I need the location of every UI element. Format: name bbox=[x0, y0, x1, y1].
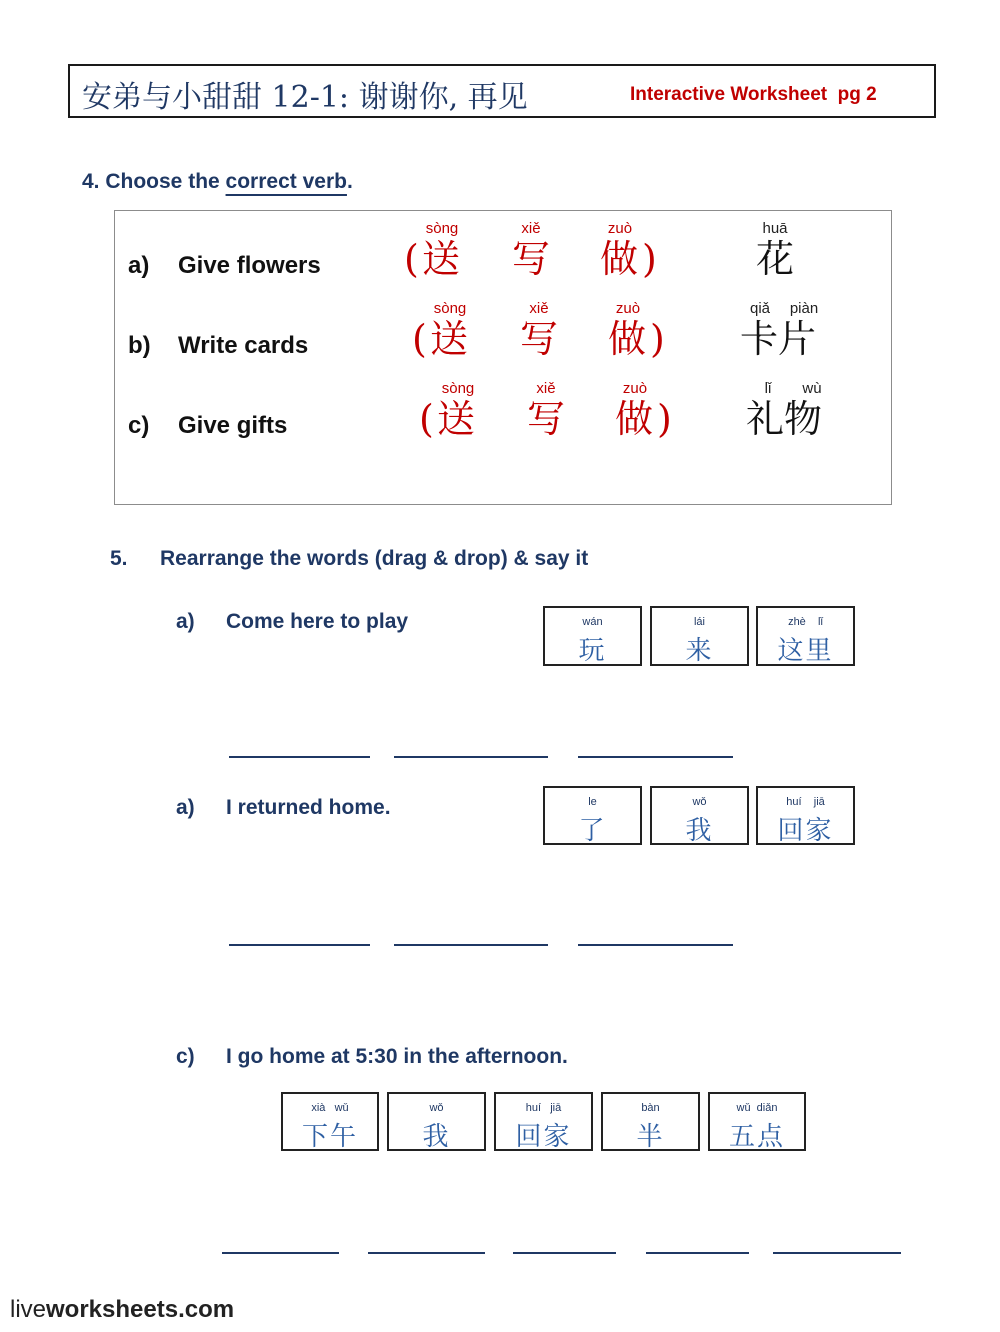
tile-pinyin: wǔ diǎn bbox=[736, 1102, 778, 1114]
word-tile[interactable] bbox=[708, 1092, 806, 1151]
q5-item-b-letter: a) bbox=[176, 796, 195, 819]
q4-row-c-close-paren: ) bbox=[657, 397, 672, 441]
q5-prompt: Rearrange the words (drag & drop) & say it bbox=[160, 547, 589, 570]
word-tile[interactable] bbox=[650, 786, 749, 845]
q4-row-c-verb2-pinyin: xiě bbox=[536, 380, 556, 397]
word-tile[interactable] bbox=[756, 606, 855, 666]
q5-item-a-letter: a) bbox=[176, 610, 195, 633]
tile-pinyin: bàn bbox=[641, 1102, 660, 1114]
q4-number: 4. bbox=[82, 170, 100, 193]
tile-hanzi: 了 bbox=[578, 816, 607, 846]
tile-pinyin: huí jiā bbox=[525, 1102, 562, 1114]
tile-pinyin: wǒ bbox=[429, 1102, 444, 1114]
liveworksheets-logo[interactable] bbox=[10, 1296, 234, 1324]
q4-row-b-english: Write cards bbox=[178, 332, 309, 359]
tile-hanzi: 这里 bbox=[777, 636, 834, 666]
q4-row-b-verb1[interactable]: 送 bbox=[430, 317, 469, 361]
q4-row-c-verb3-pinyin: zuò bbox=[622, 380, 648, 397]
q4-row-a-object-pinyin: huā bbox=[762, 220, 788, 237]
logo-worksheets: worksheets bbox=[46, 1296, 179, 1323]
q4-row-c-verb1[interactable]: 送 bbox=[437, 397, 476, 441]
drop-slot[interactable] bbox=[229, 756, 370, 758]
drop-slot[interactable] bbox=[513, 1252, 616, 1254]
q4-row-b-close-paren: ) bbox=[650, 317, 665, 361]
drop-slot[interactable] bbox=[222, 1252, 339, 1254]
drop-slot[interactable] bbox=[229, 944, 370, 946]
q4-row-c-verb1-pinyin: sòng bbox=[441, 380, 475, 397]
q4-row-a-object: 花 bbox=[756, 237, 795, 281]
tile-hanzi: 半 bbox=[636, 1122, 665, 1152]
tile-hanzi: 回家 bbox=[777, 816, 834, 846]
q4-row-b-verb1-pinyin: sòng bbox=[433, 300, 467, 317]
logo-tld: .com bbox=[178, 1296, 235, 1323]
tile-pinyin: wǒ bbox=[692, 796, 707, 808]
drop-slot[interactable] bbox=[394, 944, 548, 946]
tile-pinyin: lái bbox=[693, 616, 705, 628]
q4-row-a-open-paren: ( bbox=[404, 237, 419, 281]
q4-row-b-verb3[interactable]: 做 bbox=[608, 317, 647, 361]
q4-row-b-verb3-pinyin: zuò bbox=[615, 300, 641, 317]
page-subtitle: Interactive Worksheet pg 2 bbox=[630, 84, 877, 105]
q4-row-a-verb1-pinyin: sòng bbox=[425, 220, 459, 237]
q4-row-b-object: 卡片 bbox=[740, 317, 817, 361]
drop-slot[interactable] bbox=[578, 756, 733, 758]
word-tile[interactable] bbox=[387, 1092, 486, 1151]
q4-prompt-before: Choose the bbox=[105, 170, 220, 193]
q4-row-c-object-pinyin-1: lǐ bbox=[764, 380, 772, 397]
logo-live: live bbox=[10, 1296, 47, 1323]
q4-row-a-verb1[interactable]: 送 bbox=[422, 237, 461, 281]
q4-row-c-english: Give gifts bbox=[178, 412, 288, 439]
q4-row-c-open-paren: ( bbox=[419, 397, 434, 441]
word-tile[interactable] bbox=[756, 786, 855, 845]
word-tile[interactable] bbox=[601, 1092, 700, 1151]
q4-row-c-verb2[interactable]: 写 bbox=[527, 397, 566, 441]
tile-hanzi: 五点 bbox=[728, 1122, 785, 1152]
tile-pinyin: zhè lǐ bbox=[788, 616, 823, 628]
word-tile[interactable] bbox=[650, 606, 749, 666]
page-title: 安弟与小甜甜 12-1: 谢谢你, 再见 bbox=[82, 80, 528, 115]
q4-row-a-verb2-pinyin: xiě bbox=[521, 220, 541, 237]
tile-hanzi: 下午 bbox=[301, 1122, 358, 1152]
q4-row-b-verb2-pinyin: xiě bbox=[529, 300, 549, 317]
q4-row-b-object-pinyin-1: qiǎ bbox=[749, 300, 771, 317]
drop-slot[interactable] bbox=[578, 944, 733, 946]
q4-row-b-verb2[interactable]: 写 bbox=[520, 317, 559, 361]
q4-row-c-verb3[interactable]: 做 bbox=[615, 397, 654, 441]
q4-prompt-underlined: correct verb bbox=[225, 170, 347, 193]
word-tile[interactable] bbox=[494, 1092, 593, 1151]
q4-row-a-verb3[interactable]: 做 bbox=[600, 237, 639, 281]
q5-item-a-english: Come here to play bbox=[226, 610, 409, 633]
q4-row-c-object-pinyin-2: wù bbox=[802, 380, 822, 397]
tile-hanzi: 我 bbox=[685, 816, 714, 846]
q4-row-a-letter: a) bbox=[128, 252, 150, 279]
drop-slot[interactable] bbox=[368, 1252, 485, 1254]
q5-number: 5. bbox=[110, 547, 128, 570]
q4-row-c-object: 礼物 bbox=[746, 397, 823, 441]
q5-item-c-letter: c) bbox=[176, 1045, 195, 1068]
q4-row-c-letter: c) bbox=[128, 412, 150, 439]
tile-pinyin: le bbox=[588, 796, 597, 808]
q4-prompt bbox=[82, 170, 353, 194]
q5-item-b-english: I returned home. bbox=[226, 796, 391, 819]
tile-hanzi: 回家 bbox=[515, 1122, 572, 1152]
tile-hanzi: 玩 bbox=[578, 636, 607, 666]
q4-row-b-object-pinyin-2: piàn bbox=[789, 300, 819, 317]
drop-slot[interactable] bbox=[773, 1252, 901, 1254]
tile-hanzi: 来 bbox=[685, 636, 714, 666]
tile-pinyin: xià wǔ bbox=[311, 1102, 349, 1114]
q4-row-b-open-paren: ( bbox=[412, 317, 427, 361]
drop-slot[interactable] bbox=[646, 1252, 749, 1254]
q4-prompt-after: . bbox=[346, 170, 353, 193]
q4-row-b-letter: b) bbox=[128, 332, 151, 359]
q4-row-a-verb3-pinyin: zuò bbox=[607, 220, 633, 237]
q4-row-a-verb2[interactable]: 写 bbox=[512, 237, 551, 281]
q4-row-a-english: Give flowers bbox=[178, 252, 321, 279]
word-tile[interactable] bbox=[281, 1092, 379, 1151]
word-tile[interactable] bbox=[543, 606, 642, 666]
tile-hanzi: 我 bbox=[422, 1122, 451, 1152]
tile-pinyin: huí jiā bbox=[786, 796, 825, 808]
drop-slot[interactable] bbox=[394, 756, 548, 758]
word-tile[interactable] bbox=[543, 786, 642, 845]
q4-row-a-close-paren: ) bbox=[642, 237, 657, 281]
q5-item-c-english: I go home at 5:30 in the afternoon. bbox=[226, 1045, 568, 1068]
tile-pinyin: wán bbox=[582, 616, 603, 628]
